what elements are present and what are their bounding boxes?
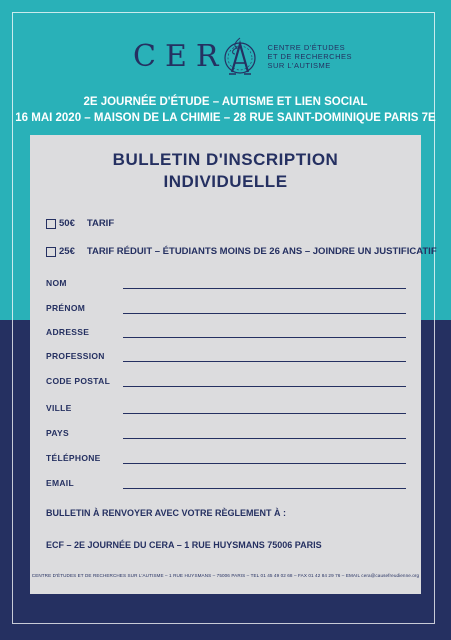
field-label: PAYS bbox=[46, 428, 69, 438]
nom-input-line[interactable] bbox=[123, 288, 406, 289]
adresse-input-line[interactable] bbox=[123, 337, 406, 338]
code-postal-input-line[interactable] bbox=[123, 386, 406, 387]
option-tarif bbox=[46, 218, 114, 229]
form-title bbox=[0, 149, 451, 193]
ville-input-line[interactable] bbox=[123, 413, 406, 414]
tarif-checkbox[interactable] bbox=[46, 219, 56, 229]
tarif-reduit-checkbox[interactable] bbox=[46, 247, 56, 257]
profession-input-line[interactable] bbox=[123, 361, 406, 362]
form-title-line2: INDIVIDUELLE bbox=[163, 172, 288, 191]
option-tarif-reduit bbox=[46, 246, 437, 257]
pays-input-line[interactable] bbox=[123, 438, 406, 439]
return-address: ECF – 2E JOURNÉE DU CERA – 1 RUE HUYSMANS 75006 PARIS bbox=[46, 540, 322, 550]
form-title-line1: BULLETIN D'INSCRIPTION bbox=[112, 150, 339, 169]
email-input-line[interactable] bbox=[123, 488, 406, 489]
return-instructions: BULLETIN À RENVOYER AVEC VOTRE RÈGLEMENT À : bbox=[46, 508, 287, 518]
logo-subtitle bbox=[267, 43, 352, 70]
footer-contact: CENTRE D'ÉTUDES ET DE RECHERCHES SUR L'AUTISME – 1 RUE HUYSMANS – 75006 PARIS – TEL 01 45 49 02 68 – FAX 01 42 84 29 76 – EMAIL cera@causefreudienne.org bbox=[31, 573, 420, 578]
field-label: TÉLÉPHONE bbox=[46, 453, 101, 463]
event-title: 2E JOURNÉE D'ÉTUDE – AUTISME ET LIEN SOCIAL bbox=[83, 96, 368, 108]
field-ville bbox=[46, 401, 406, 415]
form-card bbox=[30, 135, 421, 594]
field-pays bbox=[46, 426, 406, 440]
option-label: TARIF RÉDUIT – ÉTUDIANTS MOINS DE 26 ANS – JOINDRE UN JUSTIFICATIF bbox=[86, 246, 437, 257]
event-date-place: 16 MAI 2020 – MAISON DE LA CHIMIE – 28 RUE SAINT-DOMINIQUE PARIS 7E bbox=[15, 112, 436, 124]
logo-ornate-a-icon bbox=[223, 32, 257, 80]
prenom-input-line[interactable] bbox=[123, 313, 406, 314]
field-nom bbox=[46, 276, 406, 290]
field-label: PROFESSION bbox=[46, 351, 105, 361]
option-price: 25€ bbox=[59, 246, 75, 257]
field-telephone bbox=[46, 451, 406, 465]
field-label: NOM bbox=[46, 278, 67, 288]
field-profession bbox=[46, 349, 406, 363]
logo-subtitle-line: SUR L'AUTISME bbox=[267, 60, 331, 70]
field-adresse bbox=[46, 325, 406, 339]
logo-wordmark bbox=[133, 32, 257, 80]
field-label: ADRESSE bbox=[46, 327, 90, 337]
logo-subtitle-line: ET DE RECHERCHES bbox=[267, 51, 352, 61]
field-email bbox=[46, 476, 406, 490]
field-label: EMAIL bbox=[46, 478, 74, 488]
logo-text: CER bbox=[133, 38, 228, 74]
field-code-postal bbox=[46, 374, 406, 388]
field-label: VILLE bbox=[46, 403, 72, 413]
field-label: PRÉNOM bbox=[46, 303, 86, 313]
cera-logo bbox=[133, 28, 352, 84]
field-label: CODE POSTAL bbox=[46, 376, 111, 386]
telephone-input-line[interactable] bbox=[123, 463, 406, 464]
field-prenom bbox=[46, 301, 406, 315]
event-info bbox=[0, 94, 451, 126]
option-price: 50€ bbox=[59, 218, 75, 229]
option-label: TARIF bbox=[86, 218, 115, 229]
logo-subtitle-line: CENTRE D'ÉTUDES bbox=[267, 42, 346, 52]
